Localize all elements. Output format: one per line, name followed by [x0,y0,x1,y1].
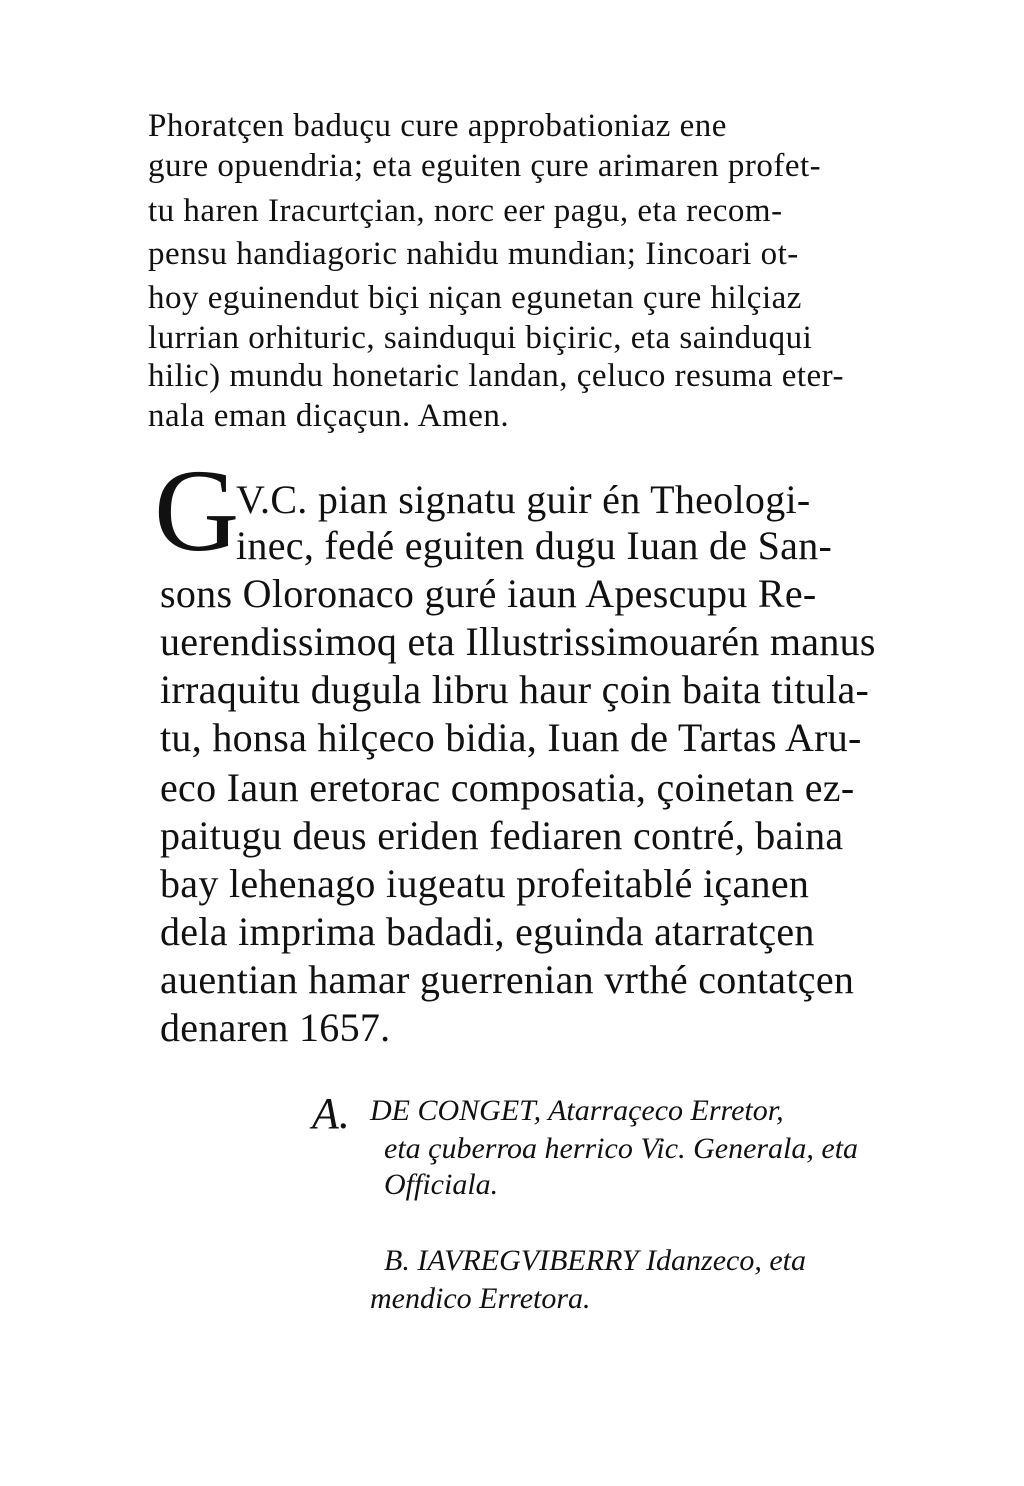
text-line: bay lehenago iugeatu profeitablé içanen [160,861,810,906]
text-line: hilic) mundu honetaric landan, çeluco resuma eter- [148,358,844,394]
signature-line: eta çuberroa herrico Vic. Generala, eta [384,1132,859,1165]
text-line: irraquitu dugula libru haur çoin baita titula- [160,667,870,712]
text-line: nala eman diçaçun. Amen. [148,398,510,434]
drop-cap: G [154,445,240,576]
text-line: tu haren Iracurtçian, norc eer pagu, eta recom- [148,193,783,229]
signature-line: DE CONGET, Atarraçeco Erretor, [370,1094,784,1127]
text-line: pensu handiagoric nahidu mundian; Iincoari ot- [148,236,799,272]
signature-line: Officiala. [384,1168,499,1201]
text-line: denaren 1657. [160,1005,391,1050]
signature-initial: A. [312,1089,350,1138]
text-line: gure opuendria; eta eguiten çure arimaren profet- [148,148,822,184]
text-line: tu, honsa hilçeco bidia, Iuan de Tartas Aru- [160,715,862,760]
text-line: V.C. pian signatu guir én Theologi- [236,477,811,522]
signature-line: B. IAVREGVIBERRY Idanzeco, eta [384,1244,806,1277]
text-line: inec, fedé eguiten dugu Iuan de San- [236,523,833,568]
text-line: dela imprima badadi, eguinda atarratçen [160,909,815,954]
text-line: lurrian orhituric, sainduqui biçiric, eta sainduqui [148,320,813,356]
text-line: eco Iaun eretorac composatia, çoinetan ez- [160,765,855,810]
text-line: auentian hamar guerrenian vrthé contatçen [160,957,855,1002]
text-line: uerendissimoq eta Illustrissimouarén manus [160,619,876,664]
text-line: paitugu deus eriden fediaren contré, baina [160,813,844,858]
text-line: sons Oloronaco guré iaun Apescupu Re- [160,571,817,616]
text-line: hoy eguinendut biçi niçan egunetan çure hilçiaz [148,280,802,316]
text-line: Phoratçen baduçu cure approbationiaz ene [148,108,727,144]
signature-line: mendico Erretora. [370,1282,591,1315]
